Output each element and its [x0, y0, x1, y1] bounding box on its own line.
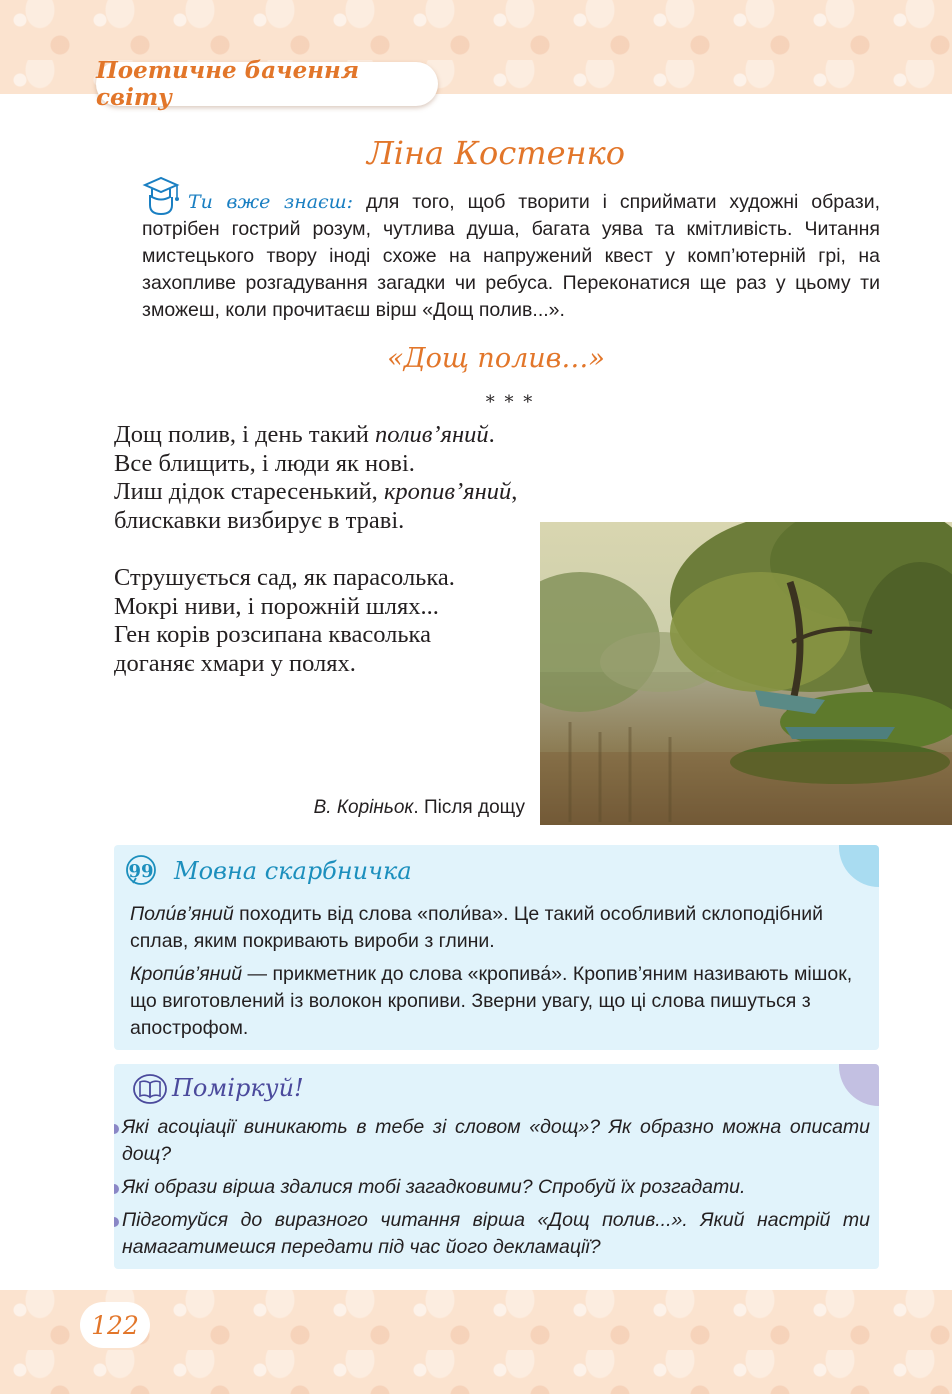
- painting-image: [540, 522, 952, 825]
- painting-after-rain: [540, 522, 952, 825]
- poem-line: Струшується сад, як парасолька.: [114, 564, 455, 591]
- intro-paragraph: [142, 189, 880, 324]
- poem-line: доганяє хмари у полях.: [114, 649, 356, 677]
- bullet-icon: [114, 1217, 119, 1227]
- vocab-corner-decoration: [839, 845, 879, 887]
- poem-stars: * * *: [485, 392, 535, 413]
- svg-text:99: 99: [128, 861, 154, 882]
- poem-stanza-1: [114, 421, 517, 535]
- painting-artist: В. Коріньок: [313, 797, 414, 818]
- vocab-heading: Мовна скарбничка: [174, 857, 412, 885]
- question-item: Підготуйся до виразного читання вірша «Дощ полив...». Який настрій ти намагатимешся передати під час його декламації?: [122, 1207, 870, 1261]
- vocab-box: [114, 845, 879, 1050]
- painting-title: Після дощу: [423, 797, 525, 818]
- vocab-paragraph: Кропи́в’яний — прикметник до слова «кропива́». Кропив’яним називають мішок, що виготовлений із волокон кропиви. Зверни увагу, що ці слова пишуться з апострофом.: [130, 963, 853, 1039]
- poem-line: Мокрі ниви, і порожній шлях...: [114, 592, 439, 620]
- poem-title: «Дощ полив…»: [387, 343, 605, 374]
- poem-stanza-2: [114, 564, 455, 678]
- think-heading: Поміркуй!: [172, 1074, 304, 1102]
- intro-body: для того, щоб творити і сприймати художні образи, потрібен гострий розум, чутлива душа, багата уява та кмітливість. Читання мистецького твору іноді схоже на напружений квест у комп’ютерній грі, на захопливе розгадування загадки чи ребуса. Переконатися ще раз у цьому ти зможеш, коли прочитаєш вірш «Дощ полив...».: [142, 191, 881, 321]
- open-book-icon: [132, 1072, 168, 1106]
- author-title: Ліна Костенко: [367, 134, 625, 172]
- poem-line: блискавки визбирує в траві.: [114, 506, 405, 534]
- question-item: Які образи вірша здалися тобі загадковими? Спробуй їх розгадати.: [122, 1174, 870, 1201]
- poem-line: Лиш дідок старесенький, кропив’яний,: [114, 478, 518, 505]
- think-box: [114, 1064, 879, 1269]
- section-title: Поетичне бачення світу: [96, 57, 360, 111]
- poem-line: Все блищить, і люди як нові.: [114, 449, 415, 477]
- section-banner: [96, 57, 438, 111]
- quote-bubble-icon: [124, 854, 158, 888]
- painting-caption: В. Коріньок. Після дощу: [313, 797, 525, 818]
- page-number: 122: [80, 1302, 150, 1348]
- think-corner-decoration: [839, 1064, 879, 1106]
- bullet-icon: [114, 1124, 119, 1134]
- bottom-ornament: [0, 1290, 952, 1394]
- vocab-paragraph: Поли́в’яний походить від слова «поли́ва». Це такий особливий склоподібний сплав, яким покривають вироби з глини.: [130, 903, 824, 952]
- bullet-icon: [114, 1184, 119, 1194]
- poem-line: Ген корів розсипана квасолька: [114, 621, 431, 648]
- intro-label: Ти вже знаєш:: [188, 191, 354, 213]
- question-item: Які асоціації виникають в тебе зі словом «дощ»? Як образно можна описати дощ?: [122, 1114, 870, 1168]
- poem-line: Дощ полив, і день такий полив’яний.: [114, 421, 495, 448]
